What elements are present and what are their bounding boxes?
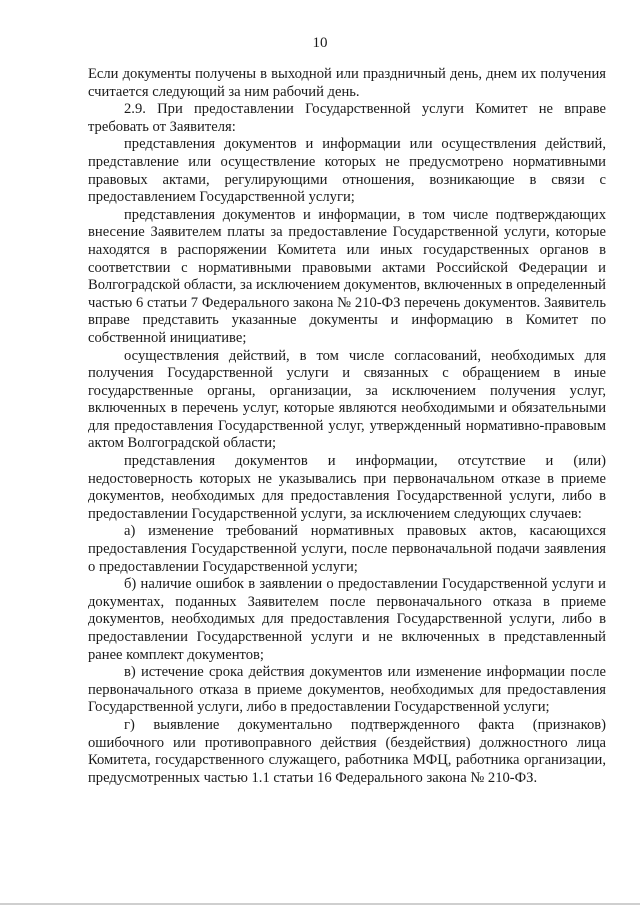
document-body [88,66,606,787]
paragraph-case-b: б) наличие ошибок в заявлении о предоставлении Государственной услуги и документах, поданных Заявителем после первоначального отказа в приеме документов, необходимых для предоставления Государственной услуги, либо в предоставлении Государственной услуги и не включенных в представленный ранее комплект документов; [88,576,606,663]
paragraph-requirement-3: осуществления действий, в том числе согласований, необходимых для получения Государственной услуги и связанных с обращением в иные государственные органы, организации, за исключением получения услуг, включенных в перечень услуг, которые являются необходимыми и обязательными для предоставления Государственной услуг, утвержденный нормативно-правовым актом Волгоградской области; [88,347,606,452]
paragraph-case-g: г) выявление документально подтвержденного факта (признаков) ошибочного или противоправного действия (бездействия) должностного лица Комитета, государственного служащего, работника МФЦ, работника организации, предусмотренных частью 1.1 статьи 16 Федерального закона № 210-ФЗ. [88,716,606,786]
paragraph-requirement-2: представления документов и информации, в том числе подтверждающих внесение Заявителем платы за предоставление Государственной услуги, которые находятся в распоряжении Комитета или иных государственных органов в соответствии с нормативными правовыми актами Российской Федерации и Волгоградской области, за исключением документов, включенных в определенный частью 6 статьи 7 Федерального закона № 210-ФЗ перечень документов. Заявитель вправе представить указанные документы и информацию в Комитет по собственной инициативе; [88,206,606,346]
paragraph-2-9-heading: 2.9. При предоставлении Государственной услуги Комитет не вправе требовать от Заявителя: [88,101,606,135]
paragraph-requirement-4: представления документов и информации, отсутствие и (или) недостоверность которых не указывались при первоначальном отказе в приеме документов, необходимых для предоставления Государственной услуги, либо в предоставлении Государственной услуги, за исключением следующих случаев: [88,453,606,522]
paragraph-requirement-1: представления документов и информации или осуществления действий, представление или осуществление которых не предусмотрено нормативными правовых актами, регулирующими отношения, возникающие в связи с предоставлением Государственной услуги; [88,136,606,206]
paragraph-case-v: в) истечение срока действия документов или изменение информации после первоначального отказа в приеме документов, необходимых для предоставления Государственной услуги, либо в предоставлении Государственной услуги; [88,664,606,716]
paragraph-case-a: а) изменение требований нормативных правовых актов, касающихся предоставления Государственной услуги, после первоначальной подачи заявления о предоставлении Государственной услуги; [88,523,606,575]
paragraph-receipt-day: Если документы получены в выходной или праздничный день, днем их получения считается следующий за ним рабочий день. [88,66,606,100]
page-number: 10 [312,35,328,51]
